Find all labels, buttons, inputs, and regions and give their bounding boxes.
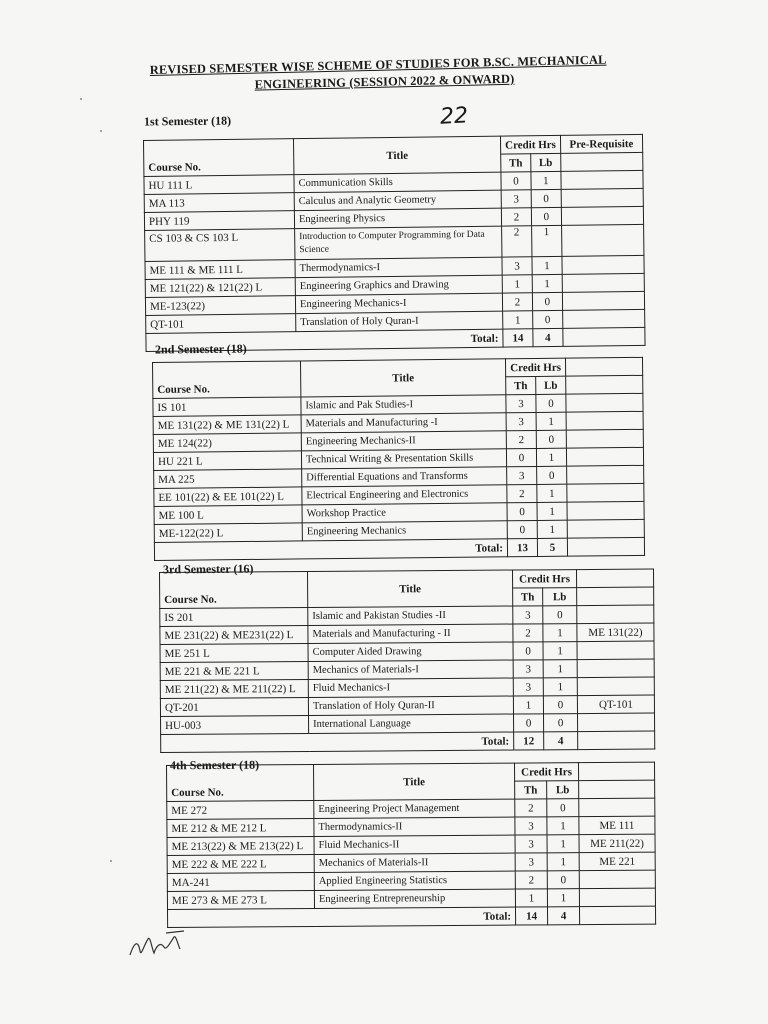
prerequisite — [577, 605, 654, 624]
total-lab: 5 — [537, 538, 567, 556]
total-label: Total: — [161, 732, 514, 752]
prerequisite — [561, 206, 643, 225]
course-title: Fluid Mechanics-II — [314, 835, 515, 854]
title-header: Title — [313, 763, 514, 800]
semester-4-block — [166, 762, 656, 928]
course-title: Computer Aided Drawing — [308, 642, 513, 661]
lab-hours: 1 — [547, 889, 579, 907]
course-title: Calculus and Analytic Geometry — [294, 190, 501, 211]
course-no: ME 273 & ME 273 L — [167, 890, 314, 909]
semester-3-block — [159, 569, 655, 753]
theory-hours: 1 — [513, 696, 543, 714]
prerequisite — [566, 429, 643, 448]
lab-hours: 1 — [532, 274, 562, 292]
total-prereq — [579, 906, 655, 925]
th-header: Th — [513, 588, 543, 606]
course-title: Fluid Mechanics-I — [308, 678, 513, 697]
theory-hours: 2 — [502, 293, 532, 311]
course-no: ME 222 & ME 222 L — [167, 854, 314, 873]
lab-hours: 0 — [531, 207, 561, 225]
course-no: ME 251 L — [160, 643, 308, 662]
prerequisite — [562, 309, 644, 328]
course-no: ME 212 & ME 212 L — [167, 818, 314, 837]
course-no: MA 225 — [154, 469, 302, 489]
theory-hours: 3 — [507, 466, 537, 484]
prerequisite — [561, 188, 643, 207]
course-no: ME 121(22) & 121(22) L — [145, 278, 295, 298]
total-prereq — [578, 731, 655, 750]
lab-hours: 1 — [531, 225, 561, 256]
theory-hours: 3 — [515, 853, 547, 871]
semester-3-heading: 3rd Semester (16) — [162, 561, 254, 577]
course-title: Introduction to Computer Programming for Data Science — [295, 226, 502, 260]
course-title: Mechanics of Materials-I — [308, 660, 513, 679]
total-theory: 14 — [516, 907, 548, 925]
prerequisite — [562, 291, 644, 310]
course-no: ME 231(22) & ME231(22) L — [160, 625, 308, 644]
prerequisite — [566, 447, 643, 466]
theory-hours: 0 — [501, 172, 531, 190]
course-no: ME 100 L — [154, 505, 302, 525]
lab-hours: 1 — [543, 624, 577, 642]
course-title: Applied Engineering Statistics — [314, 871, 515, 890]
signature-mark — [126, 925, 196, 965]
semester-1-block — [143, 134, 645, 352]
theory-hours: 3 — [501, 190, 531, 208]
lb-header: Lb — [531, 153, 561, 171]
course-no: PHY 119 — [144, 211, 294, 231]
lab-hours: 1 — [547, 853, 579, 871]
prereq-header: Pre-Requisite — [560, 134, 642, 153]
prerequisite — [577, 659, 654, 678]
course-no: IS 201 — [160, 607, 308, 626]
theory-hours: 2 — [507, 484, 537, 502]
course-title: Islamic and Pak Studies-I — [301, 395, 506, 415]
lb-header: Lb — [536, 376, 566, 394]
theory-hours: 0 — [514, 714, 544, 732]
semester-2-heading: 2nd Semester (18) — [154, 341, 247, 357]
semester-3-table — [159, 569, 655, 753]
prerequisite — [561, 170, 643, 189]
total-theory: 12 — [514, 732, 544, 750]
course-title: Engineering Physics — [294, 208, 501, 229]
scan-speck — [80, 98, 82, 100]
prerequisite — [562, 273, 644, 292]
total-theory: 14 — [503, 329, 533, 347]
theory-hours: 0 — [506, 448, 536, 466]
title-header: Title — [293, 136, 500, 175]
prerequisite — [577, 713, 654, 732]
title-header: Title — [307, 570, 512, 607]
theory-hours: 3 — [515, 835, 547, 853]
total-prereq — [567, 537, 644, 556]
course-no: ME-122(22) L — [154, 523, 302, 543]
theory-hours: 3 — [515, 817, 547, 835]
course-title: Translation of Holy Quran-II — [308, 696, 513, 715]
prerequisite: ME 211(22) — [579, 834, 655, 853]
lab-hours: 1 — [532, 256, 562, 274]
prereq-subheader — [579, 780, 655, 799]
course-title: Electrical Engineering and Electronics — [302, 485, 507, 505]
credit-hrs-header: Credit Hrs — [505, 358, 565, 377]
theory-hours: 2 — [506, 430, 536, 448]
theory-hours: 3 — [513, 606, 543, 624]
prerequisite — [567, 501, 644, 520]
course-no: ME 272 — [167, 800, 314, 819]
prerequisite — [579, 888, 655, 907]
course-title: Communication Skills — [294, 172, 501, 193]
course-no: MA 113 — [144, 193, 294, 213]
lab-hours: 0 — [533, 310, 563, 328]
course-no: CS 103 & CS 103 L — [145, 229, 295, 262]
theory-hours: 3 — [506, 394, 536, 412]
semester-1-heading: 1st Semester (18) — [143, 113, 232, 129]
th-header: Th — [501, 154, 531, 172]
scan-speck — [110, 860, 112, 862]
prerequisite — [566, 411, 643, 430]
course-no-header: Course No. — [153, 361, 301, 399]
course-no: EE 101(22) & EE 101(22) L — [154, 487, 302, 507]
document-title-line2: ENGINEERING (SESSION 2022 & ONWARD) — [254, 71, 515, 92]
course-no: ME 211(22) & ME 211(22) L — [160, 679, 308, 698]
lab-hours: 0 — [543, 606, 577, 624]
total-label: Total: — [146, 329, 503, 351]
course-title: Thermodynamics-II — [314, 817, 515, 836]
lab-hours: 0 — [531, 189, 561, 207]
semester-2-table — [152, 357, 645, 561]
total-row — [154, 537, 644, 560]
course-no-header: Course No. — [160, 571, 308, 608]
course-no: IS 101 — [153, 397, 301, 417]
lab-hours: 0 — [543, 714, 577, 732]
semester-1-table — [143, 134, 645, 352]
lab-hours: 1 — [537, 520, 567, 538]
theory-hours: 2 — [515, 799, 547, 817]
course-title: Engineering Mechanics — [302, 521, 507, 541]
course-no: QT-101 — [146, 314, 296, 334]
prereq-subheader — [566, 375, 643, 394]
course-title: Materials and Manufacturing - II — [308, 624, 513, 643]
lab-hours: 0 — [543, 696, 577, 714]
scan-speck — [100, 130, 102, 132]
prerequisite — [567, 483, 644, 502]
course-no: HU 221 L — [153, 451, 301, 471]
theory-hours: 0 — [507, 502, 537, 520]
course-no: ME 131(22) & ME 131(22) L — [153, 415, 301, 435]
theory-hours: 3 — [502, 257, 532, 275]
theory-hours: 3 — [506, 412, 536, 430]
course-no: ME-123(22) — [145, 296, 295, 316]
prereq-subheader — [577, 587, 654, 606]
prerequisite: ME 111 — [579, 816, 655, 835]
credit-hrs-header: Credit Hrs — [514, 763, 578, 781]
lab-hours: 1 — [547, 835, 579, 853]
theory-hours: 3 — [513, 678, 543, 696]
course-title: Engineering Entrepreneurship — [314, 889, 515, 908]
total-label: Total: — [168, 907, 516, 927]
course-no-header: Course No. — [167, 764, 314, 801]
course-title: Materials and Manufacturing -I — [301, 413, 506, 433]
course-title: Engineering Graphics and Drawing — [295, 275, 502, 296]
prerequisite — [567, 465, 644, 484]
course-title: Thermodynamics-I — [295, 257, 502, 278]
total-row — [168, 906, 656, 927]
total-row — [161, 731, 655, 752]
course-title: Engineering Project Management — [314, 799, 515, 818]
lab-hours: 1 — [531, 171, 561, 189]
lab-hours: 0 — [536, 394, 566, 412]
prerequisite — [562, 255, 644, 274]
lab-hours: 0 — [537, 466, 567, 484]
total-lab: 4 — [547, 907, 579, 925]
theory-hours: 2 — [513, 624, 543, 642]
prereq-header — [576, 569, 653, 588]
prerequisite — [577, 641, 654, 660]
theory-hours: 1 — [503, 311, 533, 329]
theory-hours: 1 — [515, 889, 547, 907]
lab-hours: 1 — [543, 678, 577, 696]
course-no: MA-241 — [167, 872, 314, 891]
course-no: QT-201 — [160, 697, 308, 716]
total-prereq — [563, 327, 645, 346]
title-header: Title — [300, 359, 505, 397]
credit-hrs-header: Credit Hrs — [500, 135, 560, 154]
total-theory: 13 — [507, 538, 537, 556]
th-header: Th — [506, 376, 536, 394]
course-title: International Language — [309, 714, 514, 733]
handwritten-note: 22 — [439, 103, 469, 130]
course-title: Technical Writing & Presentation Skills — [301, 449, 506, 469]
prereq-subheader — [561, 152, 643, 171]
course-no: ME 221 & ME 221 L — [160, 661, 308, 680]
course-title: Workshop Practice — [302, 503, 507, 523]
lb-header: Lb — [543, 588, 577, 606]
prerequisite — [567, 519, 644, 538]
course-no: HU-003 — [161, 715, 309, 734]
credit-hrs-header: Credit Hrs — [512, 570, 576, 588]
lab-hours: 1 — [536, 448, 566, 466]
lab-hours: 0 — [547, 799, 579, 817]
lab-hours: 1 — [543, 642, 577, 660]
semester-4-heading: 4th Semester (18) — [169, 757, 260, 773]
prereq-header — [578, 762, 654, 781]
course-no: ME 111 & ME 111 L — [145, 260, 295, 280]
prerequisite: ME 221 — [579, 852, 655, 871]
prerequisite — [561, 224, 643, 256]
course-title: Engineering Mechanics-I — [295, 293, 502, 314]
theory-hours: 1 — [502, 275, 532, 293]
course-no: ME 124(22) — [153, 433, 301, 453]
lab-hours: 1 — [543, 660, 577, 678]
theory-hours: 0 — [507, 520, 537, 538]
prereq-header — [565, 357, 642, 376]
theory-hours: 0 — [513, 642, 543, 660]
prerequisite: QT-101 — [577, 695, 654, 714]
course-title: Translation of Holy Quran-I — [296, 311, 503, 332]
semester-4-table — [166, 762, 656, 928]
total-lab: 4 — [533, 328, 563, 346]
course-title: Differential Equations and Transforms — [302, 467, 507, 487]
course-no: HU 111 L — [144, 175, 294, 195]
document-title — [148, 52, 609, 96]
lab-hours: 1 — [537, 502, 567, 520]
course-no: ME 213(22) & ME 213(22) L — [167, 836, 314, 855]
course-title: Engineering Mechanics-II — [301, 431, 506, 451]
prerequisite — [577, 677, 654, 696]
document-title-line1: REVISED SEMESTER WISE SCHEME OF STUDIES FOR B.SC. MECHANICAL — [149, 52, 607, 77]
semester-2-block — [152, 357, 645, 561]
prerequisite — [566, 393, 643, 412]
course-title: Islamic and Pakistan Studies -II — [308, 606, 513, 625]
course-no-header: Course No. — [144, 139, 294, 177]
prerequisite — [579, 870, 655, 889]
prerequisite — [579, 798, 655, 817]
theory-hours: 2 — [515, 871, 547, 889]
total-lab: 4 — [544, 732, 578, 750]
theory-hours: 2 — [502, 226, 532, 257]
lab-hours: 0 — [536, 430, 566, 448]
lab-hours: 1 — [536, 412, 566, 430]
lb-header: Lb — [547, 781, 579, 799]
lab-hours: 0 — [532, 292, 562, 310]
prerequisite: ME 131(22) — [577, 623, 654, 642]
course-title: Mechanics of Materials-II — [314, 853, 515, 872]
lab-hours: 1 — [537, 484, 567, 502]
lab-hours: 0 — [547, 871, 579, 889]
th-header: Th — [515, 781, 547, 799]
lab-hours: 1 — [547, 817, 579, 835]
theory-hours: 2 — [501, 208, 531, 226]
theory-hours: 3 — [513, 660, 543, 678]
total-label: Total: — [154, 539, 507, 561]
